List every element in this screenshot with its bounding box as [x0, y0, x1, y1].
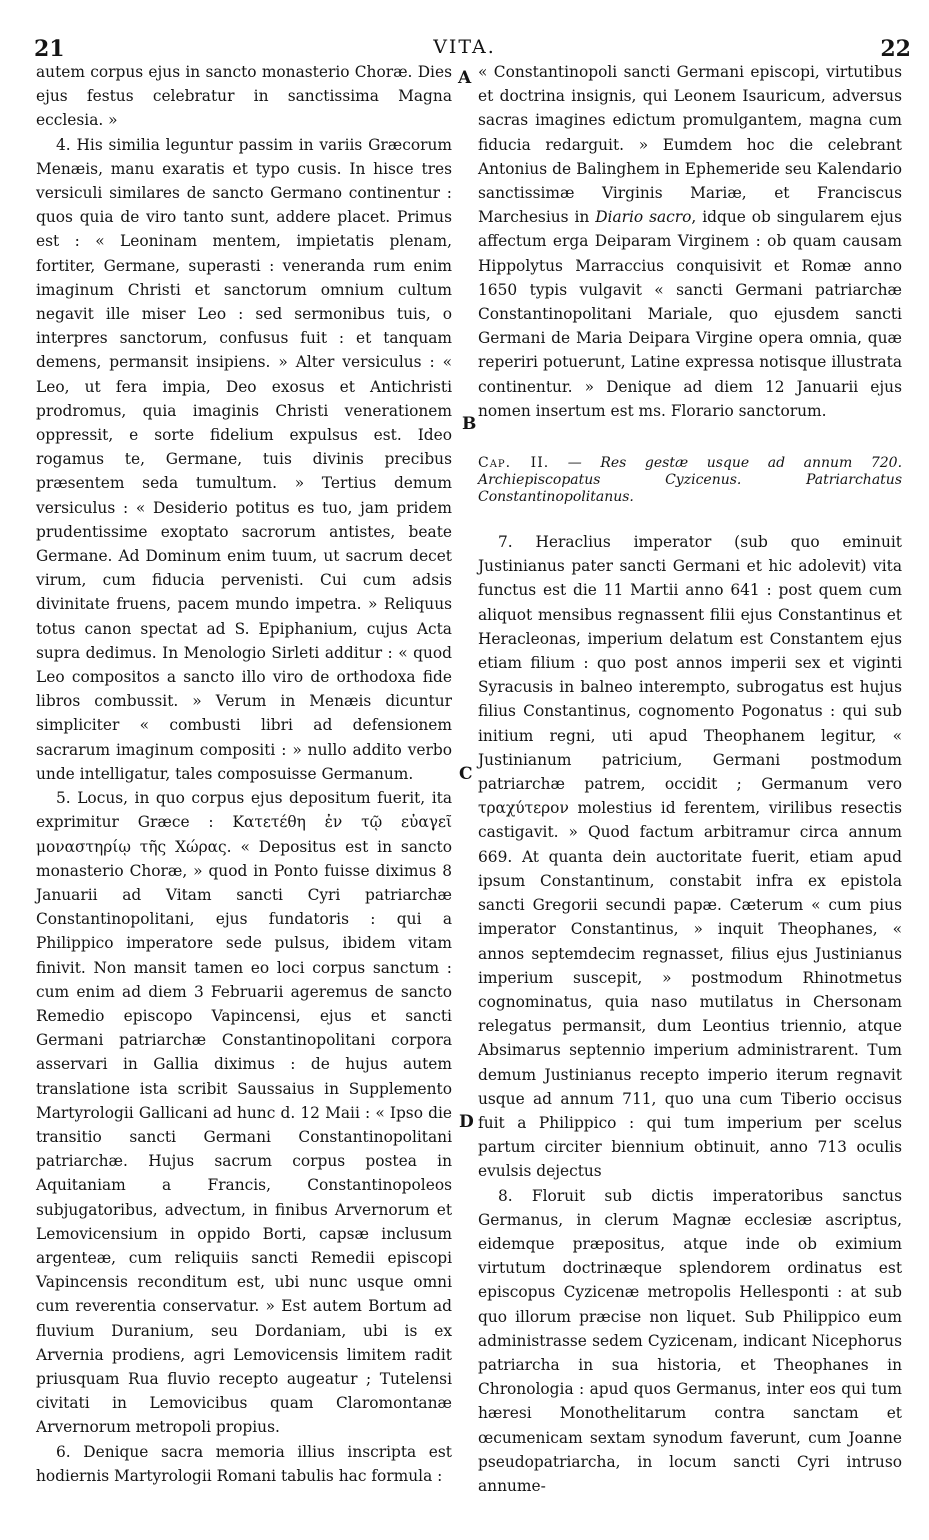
diario-sacro-title: Diario sacro [595, 208, 692, 227]
paragraph-6-text-b: , idque ob singularem ejus affectum erga Deiparam Virginem : ob quam causam Hippolytus Marraccius conquisivit et Romæ anno 1650 typis vulgavit « sancti Germani patriarchæ Constantinopolitani Mariale, quo ejusdem sancti Germani de Maria Deipara Virgine opera omnia, quæ reperiri potuerunt, Latine expressa notisque illustrata continentur. » Denique ad diem 12 Januarii ejus nomen insertum est ms. Florario sanctorum. [478, 208, 902, 420]
margin-letter-c: C [459, 764, 473, 784]
paragraph-4: 4. His similia leguntur passim in variis Græcorum Menæis, manu exaratis et typo cusis. In hisce tres versiculi similares de sancto Germano continentur : quos quia de viro tanto sunt, addere placet. Primus est : « Leoninam mentem, impietatis plenam, fortiter, Germane, superasti : veneranda rum enim imaginum Christi et sanctorum omnium cultum negavit ille miser Leo : sed sermonibus tuis, o interpres sanctorum, confusus fuit : et tanquam demens, permansit insipiens. » Alter versiculus : « Leo, ut fera impia, Deo exosus et Antichristi prodromus, quia imaginis Christi venerationem oppressit, e sorte fidelium expulsus est. Ideo rogamus te, Germane, tuis divinis precibus præsentem seda tumultum. » Tertius demum versiculus : « Desiderio potitus es tuo, jam pridem prudentissime exoptato sacrorum antistes, beate Germane. Ad Dominum enim tuum, ut sacrum decet virum, cum fiducia pervenisti. Cui cum adsis divinitate fruens, pacem mundo impetra. » Reliquus totus canon spectat ad S. Epiphanium, cujus Acta supra dedimus. In Menologio Sirleti additur : « quod Leo compositos a sancto illo viro de orthodoxa fide libros combussit. » Verum in Menæis dicuntur simpliciter « combusti libri ad defensionem sacrarum imaginum compositi : » nullo addito verbo unde intelligatur, tales composuisse Germanum. [36, 135, 452, 783]
paragraph-6: 6. Denique sacra memoria illius inscripta est hodiernis Martyrologii Romani tabulis hac formula : [36, 1442, 452, 1485]
running-title: VITA. [433, 36, 496, 58]
paragraph-3-continued: autem corpus ejus in sancto monasterio Choræ. Dies ejus festus celebratur in sanctissima Magna ecclesia. » [36, 63, 452, 130]
paragraph-7: 7. Heraclius imperator (sub quo eminuit Justinianus pater sancti Germani et hic adolevit) vita functus est die 11 Martii anno 641 : post quem cum aliquot mensibus regnassent filii ejus Constantinus et Heracleonas, imperium delatum est Constantem ejus etiam filium : quo post annos imperii sex et viginti Syracusis in balneo interempto, subrogatus est hujus filius Constantinus, cognomento Pogonatus : qui sub initium regni, uti apud Theophanem legitur, « Justinianum patricium, Germani postmodum patriarchæ patrem, occidit ; Germanum vero τραχύτερον molestius id ferentem, virilibus resectis castigavit. » Quod factum arbitramur circa annum 669. At quanta dein auctoritate fuerit, etiam apud ipsum Constantinum, constabit infra ex epistola sancti Gregorii secundi papæ. Cæterum « cum pius imperator Constantinus, » inquit Theophanes, « annos septemdecim regnasset, filius ejus Justinianus imperium suscepit, » postmodum Rhinotmetus cognominatus, quia naso mutilatus in Chersonam relegatus permansit, dum Leontius triennio, atque Absimarus septennio imperium administrarent. Tum demum Justinianus recepto imperio iterum regnavit usque ad annum 711, quo una cum Tiberio occisus fuit a Philippico : qui tum imperium per scelus partum circiter biennium obtinuit, anno 713 oculis evulsis dejectus [478, 533, 902, 1181]
paragraph-6-text-a: « Constantinopoli sancti Germani episcopi, virtutibus et doctrina insignis, qui Leonem Isauricum, adversus sacras imagines edictum promulgantem, magna cum fiducia redarguit. » Eumdem hoc die celebrant Antonius de Balinghem in Ephemeride seu Kalendario sanctissimæ Virginis Mariæ, et Franciscus Marchesius in [478, 63, 902, 227]
chapter-label: Cap. II. [478, 455, 550, 472]
paragraph-5: 5. Locus, in quo corpus ejus depositum fuerit, ita exprimitur Græce : Κατετέθη ἐν τῷ εὐαγεῖ μοναστηρίῳ τῆς Χώρας. « Depositus est in sancto monasterio Choræ, » quod in Ponto fuisse diximus 8 Januarii ad Vitam sancti Cyri patriarchæ Constantinopolitani, ejus fundatoris : qui a Philippico imperatore sede pulsus, ibidem vitam finivit. Non mansit tamen eo loci corpus sanctum : cum enim ad diem 3 Februarii ageremus de sancto Remedio episcopo Vapincensi, ejus et sancti Germani patriarchæ Constantinopolitani corpora asservari in Gallia diximus : de hujus autem translatione ista scribit Saussaius in Supplemento Martyrologii Gallicani ad hunc d. 12 Maii : « Ipso die transitio sancti Germani Constantinopolitani patriarchæ. Hujus sacrum corpus postea in Aquitaniam a Francis, Constantinopoleos subjugatoribus, advectum, in finibus Arvernorum et Lemovicensium in oppido Borti, capsæ inclusum argenteæ, cum reliquiis sancti Remedii episcopi Vapincensis reconditum est, ubi nunc usque omni cum reverentia conservatur. » Est autem Bortum ad fluvium Duranium, seu Dordaniam, ubi is ex Arvernia prodiens, agri Lemovicensis limitem radit priusquam Rua fluvio recepto augeatur ; Tutelensi civitati in Lemovicibus quam Claromontanæ Arvernorum metropoli propius. [36, 789, 452, 1437]
left-column [36, 60, 452, 1488]
margin-letter-d: D [459, 1112, 474, 1132]
margin-letter-b: B [462, 414, 477, 434]
chapter-heading [478, 455, 902, 506]
margin-letter-a: A [458, 68, 472, 88]
page-header [0, 16, 929, 62]
right-column [478, 60, 902, 1498]
page-number-left: 21 [34, 36, 65, 62]
paragraph-6-continued [478, 60, 902, 423]
page-number-right: 22 [880, 36, 911, 62]
paragraph-8: 8. Floruit sub dictis imperatoribus sanctus Germanus, in clerum Magnæ ecclesiæ ascriptus, eidemque præpositus, atque inde ob eximium virtutum doctrinæque splendorem ordinatus est episcopus Cyzicenæ metropolis Hellesponti : at sub quo illorum præcise non liquet. Sub Philippico eum administrasse sedem Cyzicenam, indicant Nicephorus patriarcha in sua historia, et Theophanes in Chronologia : apud quos Germanus, inter eos qui tum hæresi Monothelitarum contra sanctam et œcumenicam sextam synodum faverunt, cum Joanne pseudopatriarcha, in locum sancti Cyri intruso annume- [478, 1186, 902, 1495]
chapter-summary: — Res gestæ usque ad annum 720. Archiepiscopatus Cyzicenus. Patriarchatus Constantinopolitanus. [478, 455, 903, 506]
